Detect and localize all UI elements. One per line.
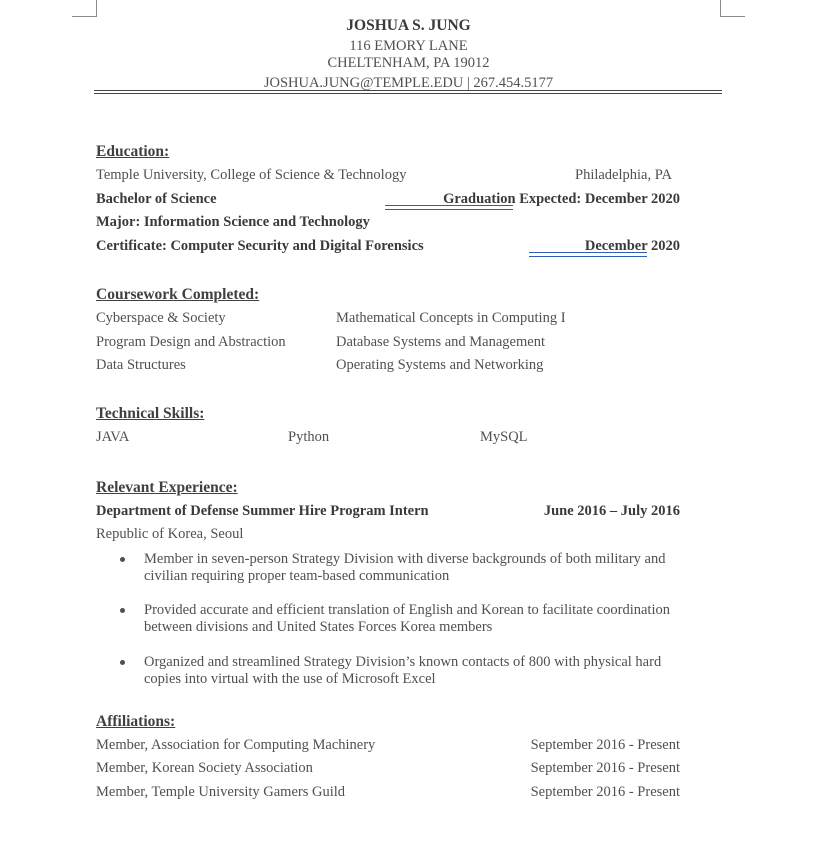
affiliations-heading: Affiliations:: [96, 713, 176, 730]
affiliation-dates: September 2016 - Present: [530, 784, 680, 800]
affiliation-org: Member, Temple University Gamers Guild: [96, 784, 346, 800]
crop-mark-top-right: [720, 0, 745, 17]
experience-dates: June 2016 – July 2016: [543, 503, 680, 519]
education-certificate: Certificate: Computer Security and Digital Forensics: [96, 238, 424, 254]
skills-heading: Technical Skills:: [96, 405, 205, 422]
bullet-icon: [120, 660, 125, 665]
education-certificate-date: December 2020: [584, 238, 680, 254]
experience-bullet: Provided accurate and efficient translation of English and Korean to facilitate coordination between divisions and United States Forces Korea members: [144, 602, 670, 635]
address-line-1: 116 EMORY LANE: [349, 38, 468, 54]
affiliation-dates: September 2016 - Present: [530, 760, 680, 776]
education-graduation: Graduation Expected: December 2020: [443, 191, 680, 207]
bullet-icon: [120, 608, 125, 613]
experience-bullet: Organized and streamlined Strategy Division’s known contacts of 800 with physical hard copies into virtual with the use of Microsoft Excel: [144, 654, 662, 687]
education-heading: Education:: [96, 143, 170, 160]
affiliation-org: Member, Korean Society Association: [96, 760, 313, 776]
bullet-icon: [120, 557, 125, 562]
grammar-squiggle: [385, 205, 513, 210]
resume-name: JOSHUA S. JUNG: [346, 17, 471, 34]
experience-heading: Relevant Experience:: [96, 479, 238, 496]
course-item: Database Systems and Management: [336, 334, 545, 350]
course-item: Program Design and Abstraction: [96, 334, 286, 350]
experience-bullet: Member in seven-person Strategy Division with diverse backgrounds of both military and civilian requiring proper team-based communication: [144, 551, 666, 584]
course-item: Data Structures: [96, 357, 186, 373]
education-location: Philadelphia, PA: [575, 167, 672, 183]
grammar-squiggle: [529, 252, 647, 257]
experience-location: Republic of Korea, Seoul: [96, 526, 244, 542]
education-degree: Bachelor of Science: [96, 191, 217, 207]
skill-item: Python: [288, 429, 330, 445]
education-school: Temple University, College of Science & Technology: [96, 167, 407, 183]
address-line-2: CHELTENHAM, PA 19012: [327, 55, 490, 71]
experience-title: Department of Defense Summer Hire Program Intern: [96, 503, 429, 519]
header-rule-bottom: [94, 93, 722, 94]
coursework-heading: Coursework Completed:: [96, 286, 260, 303]
affiliation-dates: September 2016 - Present: [530, 737, 680, 753]
skill-item: JAVA: [96, 429, 130, 445]
education-major: Major: Information Science and Technology: [96, 214, 370, 230]
affiliation-org: Member, Association for Computing Machinery: [96, 737, 376, 753]
crop-mark-top-left: [72, 0, 97, 17]
course-item: Mathematical Concepts in Computing I: [336, 310, 566, 326]
course-item: Cyberspace & Society: [96, 310, 226, 326]
header-rule-top: [94, 90, 722, 91]
skill-item: MySQL: [480, 429, 528, 445]
contact-line: JOSHUA.JUNG@TEMPLE.EDU | 267.454.5177: [263, 75, 554, 91]
course-item: Operating Systems and Networking: [336, 357, 544, 373]
